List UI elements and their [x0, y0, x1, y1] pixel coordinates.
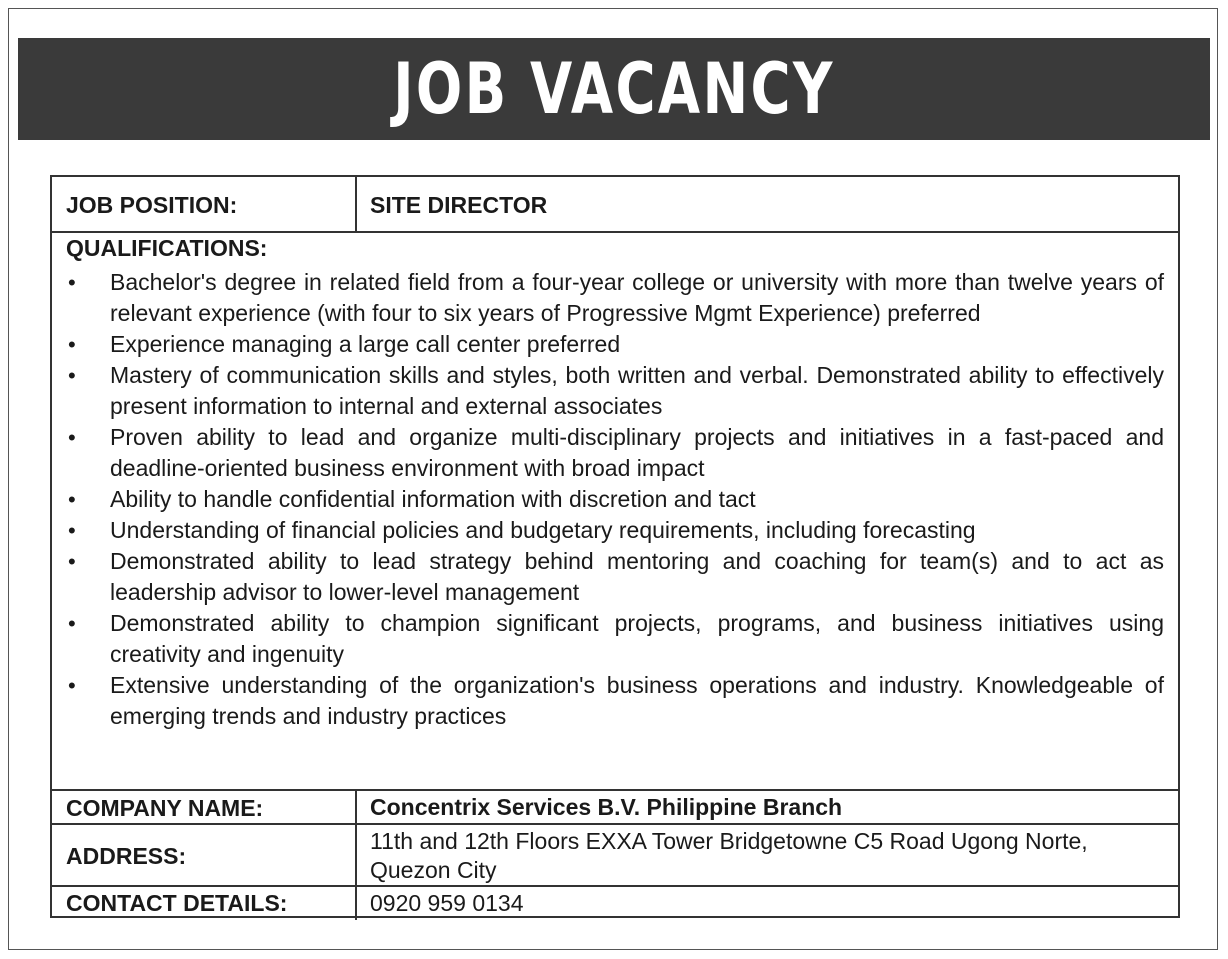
title-banner — [18, 38, 1210, 140]
list-item: • Extensive understanding of the organization's business operations and industry. Knowledgeable of emerging trends and industry practices — [68, 672, 1164, 729]
bullet-icon: • — [68, 363, 76, 388]
address-value: 11th and 12th Floors EXXA Tower Bridgetowne C5 Road Ugong Norte, Quezon City — [370, 828, 1088, 883]
list-item: • Experience managing a large call center preferred — [52, 329, 1178, 360]
list-item: • Mastery of communication skills and styles, both written and verbal. Demonstrated ability to effectively present information to internal and external associates — [68, 362, 1164, 419]
bullet-icon: • — [68, 425, 76, 450]
list-item: • Understanding of financial policies and budgetary requirements, including forecasting — [52, 515, 1178, 546]
column-divider — [355, 791, 357, 825]
job-position-row — [52, 177, 1178, 233]
bullet-icon: • — [68, 487, 76, 512]
list-item: • Bachelor's degree in related field from a four-year college or university with more than twelve years of relevant experience (with four to six years of Progressive Mgmt Experience) preferred — [68, 269, 1164, 326]
contact-row — [52, 885, 1178, 918]
bullet-icon: • — [68, 673, 76, 698]
job-position-label: JOB POSITION: — [66, 192, 238, 218]
job-position-value: SITE DIRECTOR — [370, 192, 548, 218]
bullet-icon: • — [68, 518, 76, 543]
page-title: JOB VACANCY — [393, 48, 835, 130]
column-divider — [355, 825, 357, 887]
list-item: • Ability to handle confidential information with discretion and tact — [52, 484, 1178, 515]
bullet-icon: • — [68, 332, 76, 357]
address-label: ADDRESS: — [66, 843, 187, 869]
column-divider — [355, 887, 357, 920]
qualifications-heading: QUALIFICATIONS: — [66, 235, 268, 261]
list-item: • Proven ability to lead and organize multi-disciplinary projects and initiatives in a fast-paced and deadline-oriented business environment with broad impact — [68, 424, 1164, 481]
company-label: COMPANY NAME: — [66, 795, 264, 821]
list-item: • Demonstrated ability to champion significant projects, programs, and business initiatives using creativity and ingenuity — [68, 610, 1164, 667]
column-divider — [355, 177, 357, 233]
bullet-icon: • — [68, 270, 76, 295]
company-row — [52, 789, 1178, 823]
qualifications-list — [52, 267, 1178, 732]
bullet-icon: • — [68, 549, 76, 574]
contact-value: 0920 959 0134 — [370, 890, 524, 916]
company-value: Concentrix Services B.V. Philippine Branch — [370, 794, 843, 820]
address-row — [52, 823, 1178, 885]
job-details-table — [50, 175, 1180, 918]
list-item: • Demonstrated ability to lead strategy behind mentoring and coaching for team(s) and to act as leadership advisor to lower-level management — [68, 548, 1164, 605]
contact-label: CONTACT DETAILS: — [66, 890, 288, 916]
bullet-icon: • — [68, 611, 76, 636]
